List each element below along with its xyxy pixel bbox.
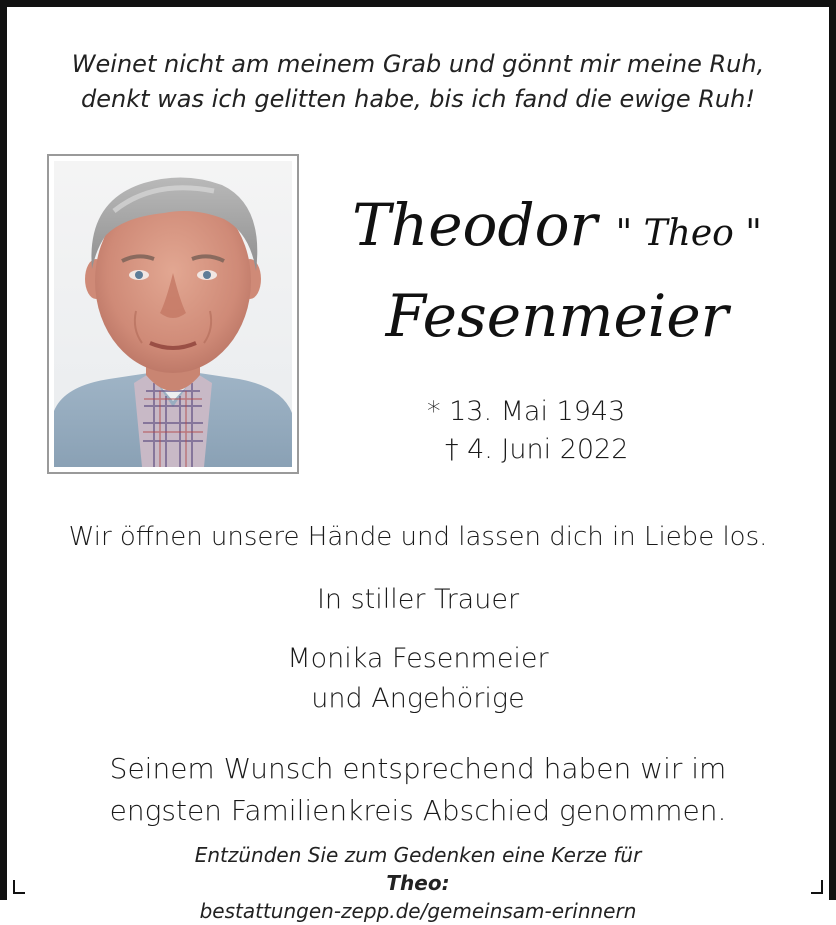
candle-invitation [7, 841, 829, 925]
first-name: Theodor [352, 191, 598, 259]
funeral-notice-line-2: engsten Familienkreis Abschied genommen. [109, 794, 727, 827]
first-name-line [307, 187, 807, 272]
signer-2: und Angehörige [311, 683, 525, 714]
funeral-notice-line-1: Seinem Wunsch entsprechend haben wir im [109, 752, 727, 785]
bottom-right-corner [811, 880, 823, 894]
funeral-notice [7, 748, 829, 832]
motto-line-2: denkt was ich gelitten habe, bis ich fand die ewige Ruh! [81, 85, 755, 113]
death-date: † 4. Juni 2022 [445, 434, 629, 465]
candle-prefix: Entzünden Sie zum Gedenken eine Kerze für [194, 843, 642, 867]
mourners [7, 639, 829, 719]
birth-date: * 13. Mai 1943 [427, 396, 626, 427]
bottom-left-corner [13, 880, 25, 894]
life-dates [427, 393, 628, 469]
memorial-link[interactable]: bestattungen-zepp.de/gemeinsam-erinnern [199, 899, 637, 923]
candle-line-1 [7, 841, 829, 897]
farewell-quote: Wir öffnen unsere Hände und lassen dich in Liebe los. [68, 522, 768, 552]
mourning-heading: In stiller Trauer [316, 584, 520, 615]
portrait-photo [54, 161, 292, 467]
last-name: Fesenmeier [385, 282, 729, 350]
motto-line-1: Weinet nicht am meinem Grab und gönnt mir meine Ruh, [71, 50, 765, 78]
portrait-photo-frame [47, 154, 299, 474]
nickname: " Theo " [615, 213, 762, 254]
signer-1: Monika Fesenmeier [287, 643, 549, 674]
candle-name: Theo: [386, 871, 450, 895]
motto-verse [7, 47, 829, 117]
deceased-name [307, 187, 807, 354]
